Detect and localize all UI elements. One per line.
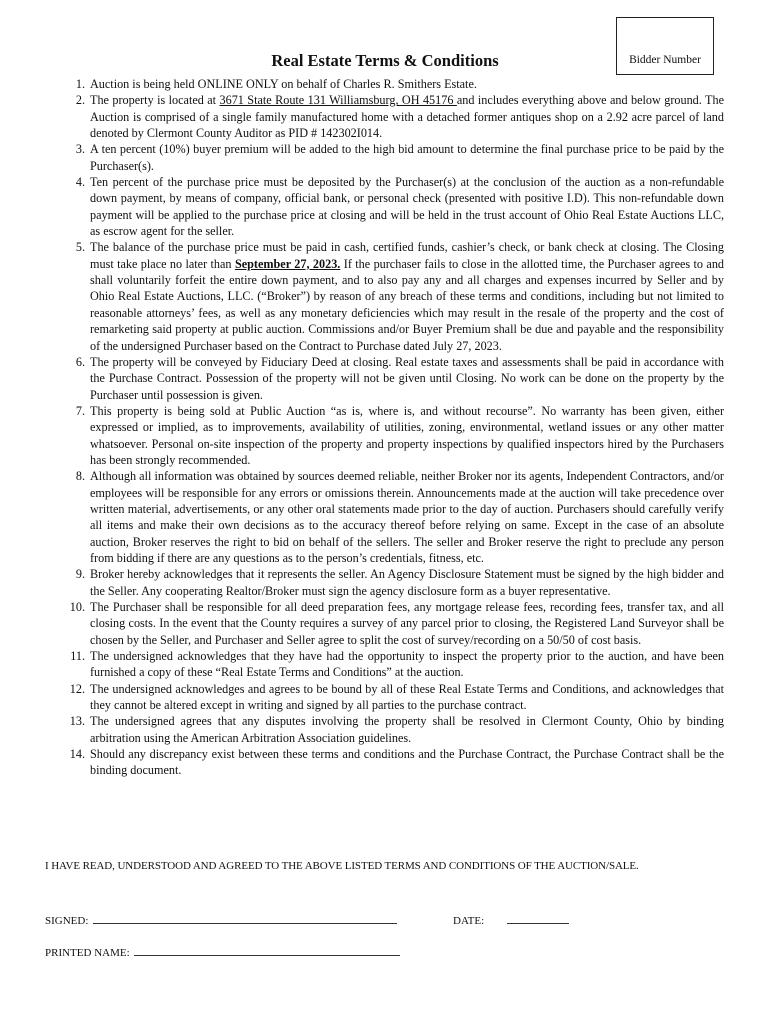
bidder-number-label: Bidder Number: [629, 54, 701, 66]
term-number: 13.: [69, 714, 85, 729]
term-number: 1.: [75, 77, 85, 91]
term-item: [69, 713, 724, 746]
term-number: 5.: [75, 240, 85, 255]
term-text: The balance of the purchase price must be paid in cash, certified funds, cashier’s check, or bank check at closing. The Closing must take place no later than: [90, 240, 724, 271]
term-text: Should any discrepancy exist between these terms and conditions and the Purchase Contract, the Purchase Contract shall be the binding document.: [90, 747, 724, 778]
term-item: [69, 599, 724, 648]
term-item: [75, 174, 724, 239]
term-text: and includes everything above and below ground. The Auction is comprised of a single family manufactured home with a detached former antiques shop on a 2.92 acre parcel of land denoted by Clermont County Auditor as PID # 142302I014.: [90, 93, 724, 141]
term-text: This property is being sold at Public Auction “as is, where is, and without recourse”. No warranty has been given, either expressed or implied, as to improvements, availability of utilities, zoning, environmental, wetland issues or any other matter whatsoever. Personal on-site inspection of the property and property inspections by qualified inspectors hired by the Purchasers has been strongly recommended.: [90, 403, 724, 467]
term-number: 14.: [69, 747, 85, 762]
term-text: A ten percent (10%) buyer premium will be added to the high bid amount to determine the final purchase price to be paid by the Purchaser(s).: [90, 142, 724, 173]
date-row: [453, 913, 569, 927]
term-text: The undersigned acknowledges that they have had the opportunity to inspect the property prior to the auction, and have been furnished a copy of these “Real Estate Terms and Conditions” at the auction.: [90, 649, 724, 680]
term-number: 8.: [75, 469, 85, 484]
term-text: Auction is being held ONLINE ONLY on behalf of Charles R. Smithers Estate.: [90, 77, 477, 91]
term-item: [75, 468, 724, 566]
term-number: 10.: [69, 600, 85, 614]
term-emphasis: 3671 State Route 131 Williamsburg, OH 45176: [219, 93, 457, 108]
date-label: DATE:: [453, 915, 485, 927]
term-number: 9.: [75, 567, 85, 582]
signature-line[interactable]: [93, 913, 397, 924]
term-number: 12.: [69, 681, 85, 696]
term-number: 2.: [75, 93, 85, 108]
term-text: The property is located at: [90, 93, 220, 108]
term-item: [75, 141, 724, 174]
terms-list: [69, 76, 725, 779]
term-item: [75, 92, 724, 141]
term-text: The property will be conveyed by Fiduciary Deed at closing. Real estate taxes and assessments shall be paid in accordance with the Purchase Contract. Possession of the property will not be given until Closing. No work can be done on the property by the Purchaser until possession is given.: [90, 354, 724, 402]
signed-label: SIGNED:: [45, 915, 89, 927]
term-item: [70, 648, 724, 681]
agreement-statement: I HAVE READ, UNDERSTOOD AND AGREED TO THE ABOVE LISTED TERMS AND CONDITIONS OF THE AUCTION/SALE.: [45, 860, 639, 872]
printed-name-label: PRINTED NAME:: [45, 947, 130, 959]
term-item: [75, 76, 724, 92]
term-text: Ten percent of the purchase price must be deposited by the Purchaser(s) at the conclusion of the auction as a non-refundable down payment, by means of company, official bank, or personal check (presented with positive I.D). This non-refundable down payment will be applied to the purchase price at closing and will be held in the trust account of Ohio Real Estate Auctions LLC, as escrow agent for the seller.: [90, 175, 724, 239]
term-item: [75, 566, 724, 599]
term-text: The Purchaser shall be responsible for all deed preparation fees, any mortgage release fees, recording fees, transfer tax, and all closing costs. In the event that the County requires a survey of any parcel prior to closing, the Registered Land Surveyor shall be chosen by the Seller, and Purchaser and Seller agree to split the cost of survey/recording on a 50/50 of cost basis.: [90, 600, 724, 647]
term-text: The undersigned acknowledges and agrees to be bound by all of these Real Estate Terms and Conditions, and acknowledges that they cannot be altered except in writing and signed by all parties to the purchase contract.: [90, 681, 724, 713]
date-line[interactable]: [507, 913, 569, 924]
term-number: 3.: [75, 142, 85, 157]
term-number: 4.: [75, 175, 85, 190]
term-text: Broker hereby acknowledges that it represents the seller. An Agency Disclosure Statement must be signed by the high bidder and the Seller. Any cooperating Realtor/Broker must sign the agency disclosure form as a buyer representative.: [90, 567, 724, 598]
term-text: If the purchaser fails to close in the allotted time, the Purchaser agrees to and shall voluntarily forfeit the entire down payment, and to also pay any and all charges and expenses incurred by Seller and by Ohio Real Estate Auctions, LLC. (“Broker”) by reason of any breach of these terms and conditions, including but not limited to reasonable attorneys’ fees, as well as any monetary deficiencies which may result in the resale of the property and the cost of remarketing said property at public auction. Commissions and/or Buyer Premium shall be due and payable and the responsibility of the undersigned Purchaser based on the Contract to Purchase dated July 27, 2023.: [90, 256, 725, 353]
printed-name-row: [45, 945, 400, 959]
signed-row: [45, 913, 397, 927]
term-number: 11.: [70, 649, 85, 664]
document-title: Real Estate Terms & Conditions: [271, 51, 499, 70]
term-item: [75, 403, 724, 468]
term-emphasis: September 27, 2023.: [234, 256, 341, 271]
printed-name-line[interactable]: [134, 945, 400, 956]
term-number: 7.: [75, 403, 85, 418]
term-item: [75, 354, 724, 403]
term-item: [69, 681, 724, 714]
term-item: [75, 239, 725, 353]
term-number: 6.: [75, 354, 85, 369]
term-text: Although all information was obtained by sources deemed reliable, neither Broker nor its agents, Independent Contractors, and/or employees will be responsible for any errors or omissions therein. Announcements made at the auction will take precedence over written material, advertisements, or any other oral statements made prior to the day of auction. Purchasers should carefully verify all items and make their own decisions as to the accuracy thereof before relying on same. Except in the case of an absolute auction, Broker reserves the right to bid on behalf of the sellers. The seller and Broker reserve the right to preclude any person from bidding if there are any questions as to the person’s credentials, fitness, etc.: [90, 469, 724, 565]
term-item: [69, 746, 724, 779]
term-text: The undersigned agrees that any disputes involving the property shall be resolved in Clermont County, Ohio by binding arbitration using the American Arbitration Association guidelines.: [90, 714, 724, 745]
